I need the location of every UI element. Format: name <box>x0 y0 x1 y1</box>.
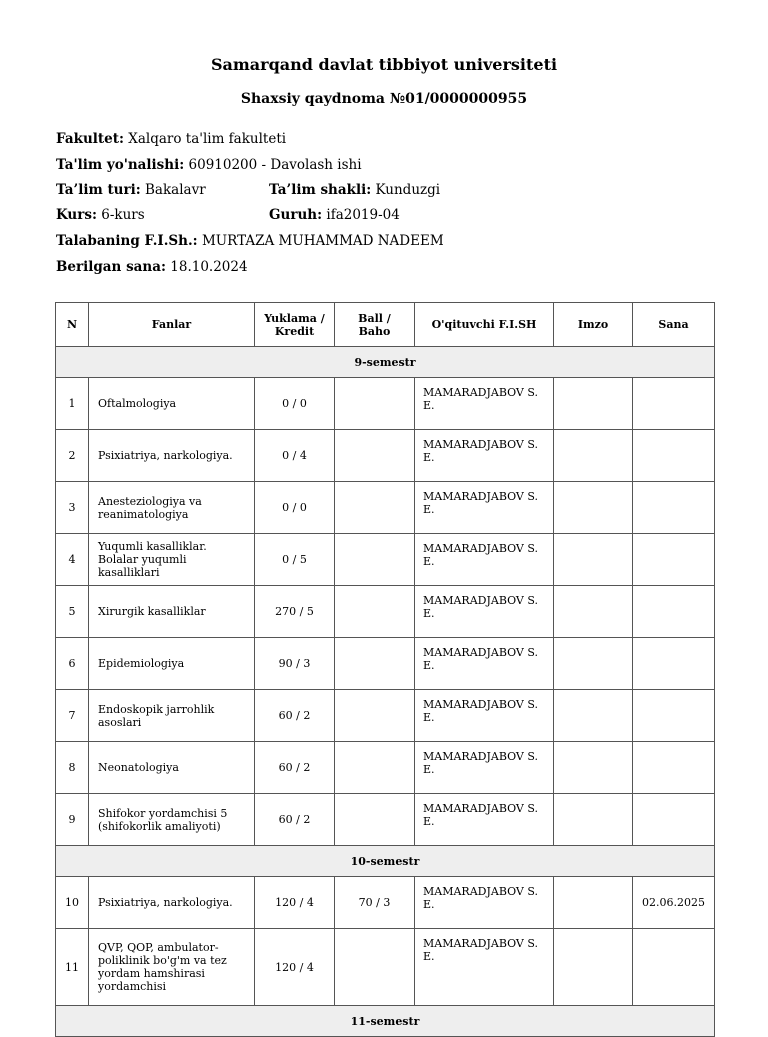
header-date: Sana <box>633 303 715 347</box>
teacher-cell: MAMARADJABOV S. E. <box>415 534 554 586</box>
table-row <box>56 430 715 482</box>
student-line <box>56 233 444 249</box>
ball-grade-cell <box>335 430 415 482</box>
row-number: 4 <box>56 534 89 586</box>
row-number: 11 <box>56 929 89 1006</box>
form-label: Ta’lim shakli: <box>269 182 372 198</box>
load-credit-cell: 120 / 4 <box>255 929 335 1006</box>
issue-date-value: 18.10.2024 <box>170 259 248 275</box>
table-row <box>56 378 715 430</box>
semester-row <box>56 846 715 877</box>
teacher-cell: MAMARADJABOV S. E. <box>415 877 554 929</box>
faculty-value: Xalqaro ta'lim fakulteti <box>128 131 287 147</box>
date-cell <box>633 929 715 1006</box>
date-cell: 02.06.2025 <box>633 877 715 929</box>
row-number: 6 <box>56 638 89 690</box>
grades-table <box>55 302 715 1037</box>
course-line <box>56 207 400 223</box>
row-number: 8 <box>56 742 89 794</box>
signature-cell <box>554 586 633 638</box>
table-row <box>56 877 715 929</box>
header-subject: Fanlar <box>89 303 255 347</box>
course-value: 6-kurs <box>101 207 145 223</box>
load-credit-cell: 60 / 2 <box>255 794 335 846</box>
subject-cell: Xirurgik kasalliklar <box>89 586 255 638</box>
ball-grade-cell <box>335 482 415 534</box>
ball-grade-cell <box>335 929 415 1006</box>
course-label: Kurs: <box>56 207 97 223</box>
row-number: 9 <box>56 794 89 846</box>
date-cell <box>633 482 715 534</box>
direction-value: 60910200 - Davolash ishi <box>188 157 362 173</box>
semester-label: 11-semestr <box>56 1006 715 1037</box>
row-number: 5 <box>56 586 89 638</box>
date-cell <box>633 586 715 638</box>
type-value: Bakalavr <box>145 182 206 198</box>
signature-cell <box>554 430 633 482</box>
table-row <box>56 742 715 794</box>
ball-grade-cell <box>335 690 415 742</box>
signature-cell <box>554 378 633 430</box>
header-ball: Ball / Baho <box>335 303 415 347</box>
teacher-cell: MAMARADJABOV S. E. <box>415 378 554 430</box>
load-credit-cell: 0 / 0 <box>255 482 335 534</box>
teacher-cell: MAMARADJABOV S. E. <box>415 690 554 742</box>
semester-row <box>56 347 715 378</box>
row-number: 2 <box>56 430 89 482</box>
signature-cell <box>554 929 633 1006</box>
load-credit-cell: 60 / 2 <box>255 742 335 794</box>
table-row <box>56 929 715 1006</box>
record-number-title: Shaxsiy qaydnoma №01/0000000955 <box>240 91 528 107</box>
load-credit-cell: 0 / 0 <box>255 378 335 430</box>
signature-cell <box>554 534 633 586</box>
table-row <box>56 690 715 742</box>
date-cell <box>633 430 715 482</box>
signature-cell <box>554 638 633 690</box>
row-number: 10 <box>56 877 89 929</box>
ball-grade-cell <box>335 742 415 794</box>
signature-cell <box>554 877 633 929</box>
subject-cell: Yuqumli kasalliklar. Bolalar yuqumli kasalliklari <box>89 534 255 586</box>
teacher-cell: MAMARADJABOV S. E. <box>415 929 554 1006</box>
load-credit-cell: 120 / 4 <box>255 877 335 929</box>
signature-cell <box>554 690 633 742</box>
faculty-label: Fakultet: <box>56 131 124 147</box>
subject-cell: Psixiatriya, narkologiya. <box>89 877 255 929</box>
table-row <box>56 638 715 690</box>
load-credit-cell: 0 / 4 <box>255 430 335 482</box>
semester-row <box>56 1006 715 1037</box>
student-label: Talabaning F.I.Sh.: <box>56 233 198 249</box>
type-label: Ta’lim turi: <box>56 182 141 198</box>
row-number: 3 <box>56 482 89 534</box>
group-label: Guruh: <box>269 207 323 223</box>
university-title: Samarqand davlat tibbiyot universiteti <box>210 55 558 74</box>
date-cell <box>633 794 715 846</box>
teacher-cell: MAMARADJABOV S. E. <box>415 794 554 846</box>
header-teacher: O'qituvchi F.I.SH <box>415 303 554 347</box>
row-number: 7 <box>56 690 89 742</box>
direction-label: Ta'lim yo'nalishi: <box>56 157 185 173</box>
header-sign: Imzo <box>554 303 633 347</box>
table-row <box>56 794 715 846</box>
subject-cell: Psixiatriya, narkologiya. <box>89 430 255 482</box>
subject-cell: Shifokor yordamchisi 5 (shifokorlik amaliyoti) <box>89 794 255 846</box>
row-number: 1 <box>56 378 89 430</box>
faculty-line <box>56 131 286 147</box>
date-cell <box>633 638 715 690</box>
type-line <box>56 182 441 198</box>
load-credit-cell: 60 / 2 <box>255 690 335 742</box>
issue-date-label: Berilgan sana: <box>56 259 166 275</box>
load-credit-cell: 0 / 5 <box>255 534 335 586</box>
group-value: ifa2019-04 <box>326 207 400 223</box>
ball-grade-cell <box>335 534 415 586</box>
subject-cell: Endoskopik jarrohlik asoslari <box>89 690 255 742</box>
form-field <box>269 182 440 198</box>
student-value: MURTAZA MUHAMMAD NADEEM <box>201 233 444 249</box>
teacher-cell: MAMARADJABOV S. E. <box>415 586 554 638</box>
ball-grade-cell <box>335 794 415 846</box>
date-cell <box>633 378 715 430</box>
table-header-row <box>56 303 715 347</box>
teacher-cell: MAMARADJABOV S. E. <box>415 742 554 794</box>
subject-cell: Anesteziologiya va reanimatologiya <box>89 482 255 534</box>
teacher-cell: MAMARADJABOV S. E. <box>415 430 554 482</box>
ball-grade-cell <box>335 638 415 690</box>
subject-cell: Neonatologiya <box>89 742 255 794</box>
subject-cell: QVP, QOP, ambulator-poliklinik bo'g'm va tez yordam hamshirasi yordamchisi <box>89 929 255 1006</box>
subject-cell: Epidemiologiya <box>89 638 255 690</box>
table-row <box>56 482 715 534</box>
direction-line <box>56 157 362 173</box>
date-cell <box>633 534 715 586</box>
issue-date-line <box>56 259 248 275</box>
table-row <box>56 586 715 638</box>
ball-grade-cell <box>335 586 415 638</box>
semester-label: 10-semestr <box>56 846 715 877</box>
date-cell <box>633 742 715 794</box>
load-credit-cell: 90 / 3 <box>255 638 335 690</box>
signature-cell <box>554 794 633 846</box>
header-n: N <box>56 303 89 347</box>
semester-label: 9-semestr <box>56 347 715 378</box>
group-field <box>269 207 400 223</box>
signature-cell <box>554 482 633 534</box>
teacher-cell: MAMARADJABOV S. E. <box>415 638 554 690</box>
signature-cell <box>554 742 633 794</box>
table-row <box>56 534 715 586</box>
load-credit-cell: 270 / 5 <box>255 586 335 638</box>
ball-grade-cell: 70 / 3 <box>335 877 415 929</box>
date-cell <box>633 690 715 742</box>
header-load: Yuklama / Kredit <box>255 303 335 347</box>
teacher-cell: MAMARADJABOV S. E. <box>415 482 554 534</box>
ball-grade-cell <box>335 378 415 430</box>
subject-cell: Oftalmologiya <box>89 378 255 430</box>
form-value: Kunduzgi <box>375 182 441 198</box>
